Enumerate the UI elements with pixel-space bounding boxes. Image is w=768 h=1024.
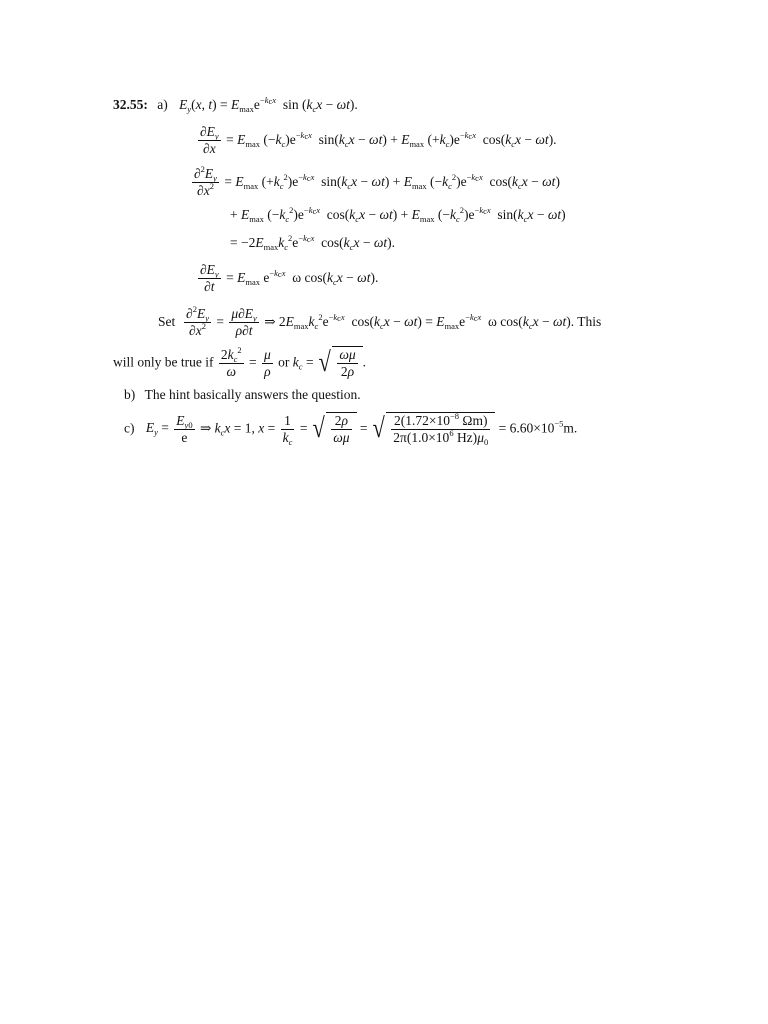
this-word: This bbox=[577, 313, 602, 329]
equation-5: = $-2E_{max}k_c^2e^{-k_cx}$ $\cos(k_cx - \omega t)$. bbox=[230, 233, 395, 252]
answer-unit: m. bbox=[563, 420, 578, 436]
equation-9: c) $E_y$ = $\frac{E_{y0}}{e}$ ⇒ $k_cx = 1$, x = $\frac{1}{k_c}$ = √ $\frac{2\rho}{\omega\mu}$ = √ $\frac{2(1.72\times 10^{-8} \Omega m)}{2\pi(1.0\times 10^6 Hz)\mu_0}$ = $6.60\times 10^{-5}m$. bbox=[124, 411, 578, 448]
part-a-label: a) bbox=[157, 97, 168, 112]
eq1-line bbox=[113, 95, 358, 114]
or-word: or bbox=[278, 354, 290, 370]
resistivity-exponent: −8 bbox=[450, 411, 460, 421]
part-b-line bbox=[124, 388, 361, 402]
frequency-exponent: 6 bbox=[449, 428, 454, 439]
equation-8: will only be true if $\frac{2k_c^2}{\omega}$ = $\frac{\mu}{\rho}$ or $k_c$ = √ $\frac{\omega\mu}{2\rho}$ . bbox=[113, 344, 367, 380]
part-b-text: The hint basically answers the question. bbox=[144, 387, 361, 402]
problem-label: 32.55: bbox=[113, 97, 148, 112]
part-c-label: c) bbox=[124, 420, 135, 436]
equation-7: Set $\frac{\partial^2E_y}{\partial x^2}$ = $\frac{\mu\partial E_y}{\rho\partial t}$ ⇒ $2E_{max}k_c^2e^{-k_cx}$ $\cos(k_cx - \omega t) = E_{max}e^{-k_cx}$ ω $\cos(k_cx - \omega t)$. This bbox=[158, 304, 602, 339]
part-b-label: b) bbox=[124, 387, 136, 402]
equation-3: $\frac{\partial^2E_y}{\partial x^2}$ = $E_{max}$ $(+k_c^2)e^{-k_cx}$ $\sin(k_cx - \omega t) + E_{max}$ $(-k_c^2)e^{-k_cx}$ $\cos(k_cx - \omega t)$ bbox=[194, 164, 560, 199]
answer-exponent: −5 bbox=[554, 418, 564, 429]
frequency-value: 1.0 bbox=[411, 430, 429, 446]
equation-1: $E_y(x$, $t) = E_{max}e^{-k_cx}$ $\sin (k_cx - \omega t)$. bbox=[179, 95, 358, 114]
equation-4: + $E_{max}$ $(-k_c^2)e^{-k_cx}$ $\cos(k_cx - \omega t) + E_{max}$ $(-k_c^2)e^{-k_cx}$ $\sin(k_cx - \omega t)$ bbox=[230, 205, 566, 224]
equation-2: $\frac{\partial E_y}{\partial x}$ = $E_{max}$ $(-k_c)e^{-k_cx}$ $\sin(k_cx - \omega t) + E_{max}$ $(+k_c)e^{-k_cx}$ $\cos(k_cx - \omega t)$. bbox=[200, 124, 557, 157]
equation-6: $\frac{\partial E_y}{\partial t}$ = $E_{max}$ $e^{-k_cx}$ ω $\cos(k_cx - \omega t)$. bbox=[200, 262, 379, 295]
answer-mantissa: 6.60 bbox=[509, 420, 534, 436]
set-word: Set bbox=[158, 313, 176, 329]
resistivity-value: 1.72 bbox=[405, 413, 429, 428]
will-text: will only be true if bbox=[113, 354, 214, 370]
